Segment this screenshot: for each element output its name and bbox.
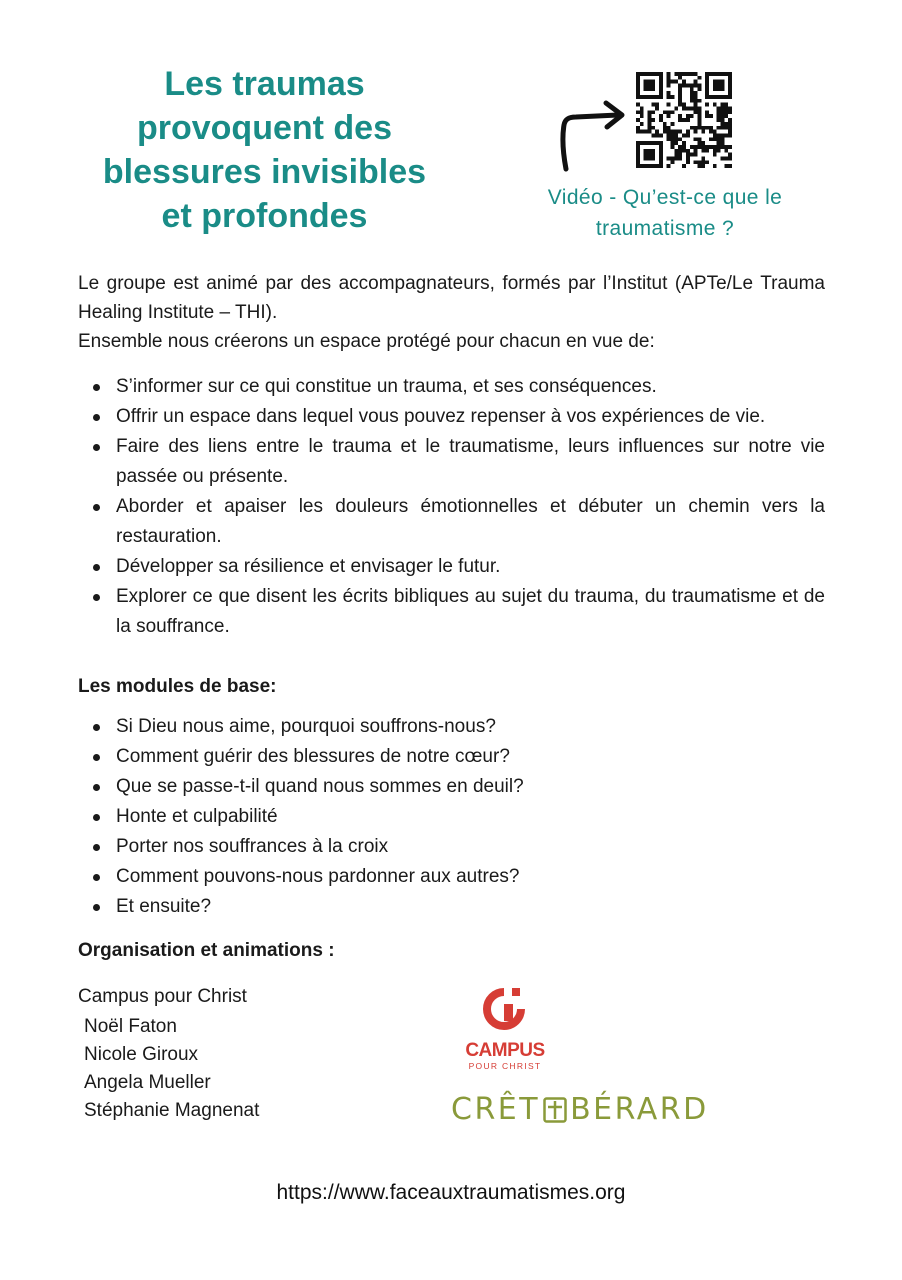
- list-item: Aborder et apaiser les douleurs émotionnelles et débuter un chemin vers la restauration.: [78, 492, 825, 552]
- list-item: Que se passe-t-il quand nous sommes en deuil?: [78, 772, 825, 802]
- intro-text: [78, 269, 825, 356]
- cross-emblem-icon: [543, 1097, 567, 1123]
- intro-paragraph: Ensemble nous créerons un espace protégé pour chacun en vue de:: [78, 331, 655, 352]
- website-link[interactable]: https://www.faceauxtraumatismes.org: [276, 1181, 626, 1204]
- goals-list: [78, 372, 825, 642]
- member-name: Noël Faton: [84, 1016, 177, 1037]
- modules-list: [78, 712, 825, 922]
- organisation-heading: Organisation et animations :: [78, 940, 335, 961]
- list-item: Et ensuite?: [78, 892, 825, 922]
- arrow-icon: [552, 95, 632, 173]
- title-line: Les traumas: [164, 65, 365, 103]
- organisation-name: Campus pour Christ: [78, 986, 247, 1007]
- list-item: Honte et culpabilité: [78, 802, 825, 832]
- campus-subtitle: POUR CHRIST: [468, 1061, 542, 1071]
- cret-wordmark-right: BÉRARD: [570, 1092, 709, 1127]
- cret-berard-logo: [451, 1090, 709, 1130]
- list-item: Explorer ce que disent les écrits bibliques au sujet du trauma, du traumatisme et de la souffrance.: [78, 582, 825, 642]
- campus-wordmark: CAMPUS: [465, 1040, 545, 1061]
- campus-mark-icon: [477, 982, 533, 1038]
- cret-wordmark-left: CRÊT: [451, 1092, 541, 1127]
- video-caption: [515, 182, 815, 244]
- modules-heading: Les modules de base:: [78, 676, 277, 697]
- list-item: Comment pouvons-nous pardonner aux autres?: [78, 862, 825, 892]
- list-item: Offrir un espace dans lequel vous pouvez repenser à vos expériences de vie.: [78, 402, 825, 432]
- campus-pour-christ-logo: [460, 982, 550, 1074]
- title-line: et profondes: [161, 197, 368, 235]
- list-item: Comment guérir des blessures de notre cœur?: [78, 742, 825, 772]
- qr-code[interactable]: [636, 72, 732, 168]
- member-name: Stéphanie Magnenat: [84, 1100, 260, 1121]
- list-item: Porter nos souffrances à la croix: [78, 832, 825, 862]
- page-title: [62, 62, 467, 238]
- member-name: Nicole Giroux: [84, 1044, 199, 1065]
- list-item: Développer sa résilience et envisager le futur.: [78, 552, 825, 582]
- list-item: S’informer sur ce qui constitue un trauma, et ses conséquences.: [78, 372, 825, 402]
- video-caption-line: traumatisme ?: [595, 217, 735, 240]
- list-item: Si Dieu nous aime, pourquoi souffrons-nous?: [78, 712, 825, 742]
- member-name: Angela Mueller: [84, 1072, 211, 1093]
- title-line: blessures invisibles: [102, 153, 427, 191]
- intro-paragraph: Le groupe est animé par des accompagnateurs, formés par l’Institut (APTe/Le Trauma Healing Institute – THI).: [78, 273, 825, 323]
- list-item: Faire des liens entre le trauma et le traumatisme, leurs influences sur notre vie passée ou présente.: [78, 432, 825, 492]
- title-line: provoquent des: [136, 109, 393, 147]
- members-list: [84, 1013, 259, 1125]
- video-caption-line: Vidéo - Qu’est-ce que le: [547, 186, 783, 209]
